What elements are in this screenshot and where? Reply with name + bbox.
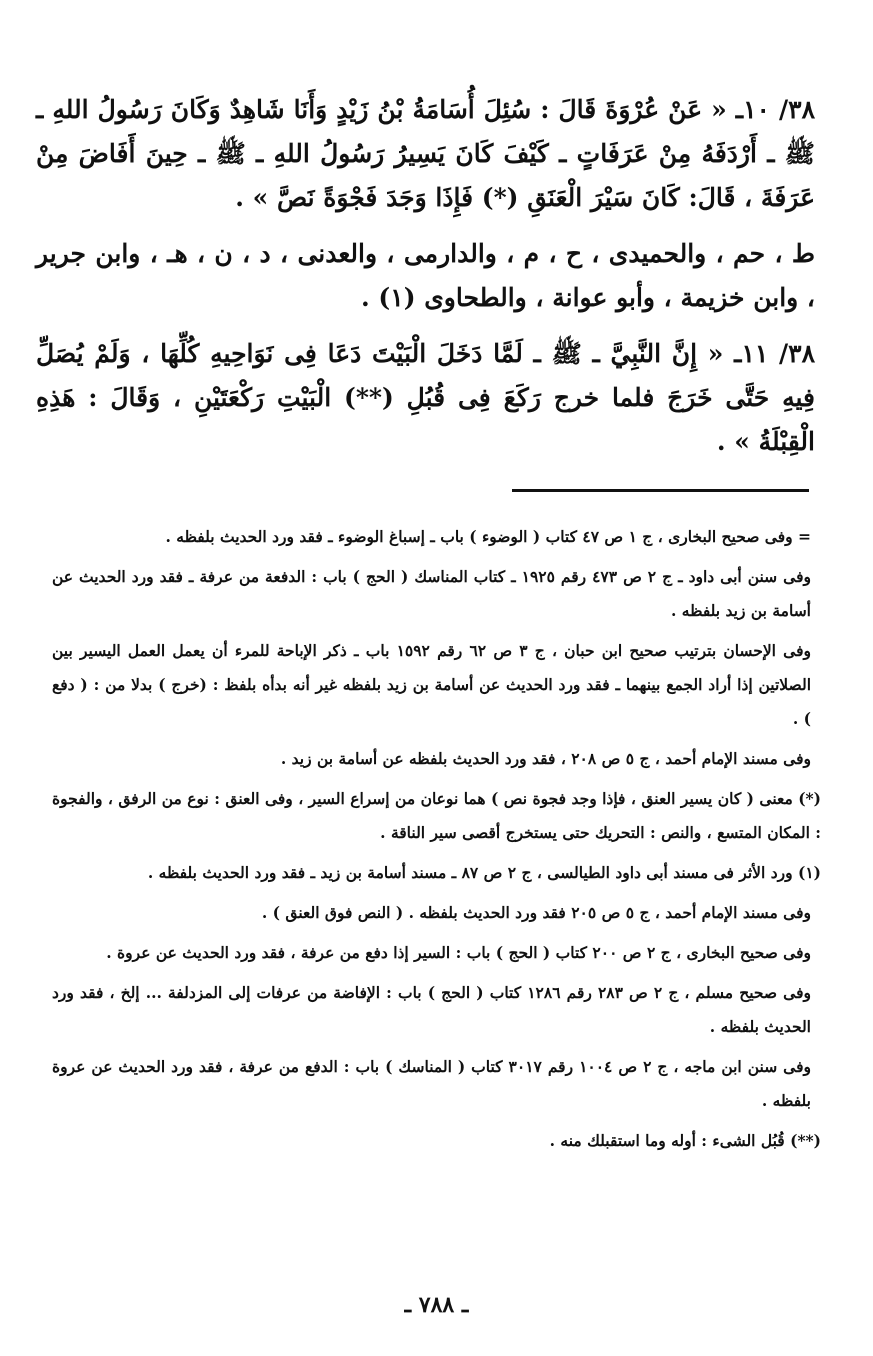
footnote-ahmad: وفى مسند الإمام أحمد ، ج ٥ ص ٢٠٨ ، فقد ورد الحديث بلفظه عن أسامة بن زيد . xyxy=(280,749,811,768)
main-text xyxy=(36,88,815,476)
footnote-1-muslim: وفى صحيح مسلم ، ج ٢ ص ٢٨٣ رقم ١٢٨٦ كتاب ( الحج ) باب : الإفاضة من عرفات إلى المزدلفة ... إلخ ، فقد ورد الحديث بلفظه . xyxy=(52,983,811,1036)
footnote-1-ahmad: وفى مسند الإمام أحمد ، ج ٥ ص ٢٠٥ فقد ورد الحديث بلفظه . ( النص فوق العنق ) . xyxy=(261,903,811,922)
footnote-ibn-hibban: وفى الإحسان بترتيب صحيح ابن حبان ، ج ٣ ص ٦٢ رقم ١٥٩٢ باب ـ ذكر الإباحة للمرء أن يعمل العمل اليسير بين الصلاتين إذا أراد الجمع بينهما ـ فقد ورد الحديث عن أسامة بن زيد بلفظه غير أنه بدأه بلفظ : (خرج ) بدلا من : ( دفع ) . xyxy=(52,641,811,728)
sources-paragraph: ط ، حم ، والحميدى ، ح ، م ، والدارمى ، والعدنى ، د ، ن ، هـ ، وابن جرير ، وابن خزيمة ، وأبو عوانة ، والطحاوى (١) . xyxy=(36,239,815,312)
footnote-continuation: = وفى صحيح البخارى ، ج ١ ص ٤٧ كتاب ( الوضوء ) باب ـ إسباغ الوضوء ـ فقد ورد الحديث بلفظه . xyxy=(165,527,811,546)
footnote-double-star: (**) قُبُل الشىء : أوله وما استقبلك منه . xyxy=(549,1131,821,1150)
footnote-1: (١) ورد الأثر فى مسند أبى داود الطيالسى ، ج ٢ ص ٨٧ ـ مسند أسامة بن زيد ـ فقد ورد الحديث بلفظه . xyxy=(147,863,821,882)
footnote-divider xyxy=(512,489,809,492)
hadith-10-paragraph: ٣٨/ ١٠ـ « عَنْ عُرْوَةَ قَالَ : سُئِلَ أُسَامَةُ بْنُ زَيْدٍ وَأَنَا شَاهِدٌ وَكَانَ رَسُولُ اللهِ ـ ﷺ ـ أَرْدَفَهُ مِنْ عَرَفَاتٍ ـ كَيْفَ كَانَ يَسِيرُ رَسُولُ اللهِ ـ ﷺ ـ حِينَ أَفَاضَ مِنْ عَرَفَةَ ، قَالَ: كَانَ سَيْرَ الْعَنَقِ (*) فَإِذَا وَجَدَ فَجْوَةً نَصَّ » . xyxy=(36,95,815,212)
footnote-abu-dawud: وفى سنن أبى داود ـ ج ٢ ص ٤٧٣ رقم ١٩٢٥ ـ كتاب المناسك ( الحج ) باب : الدفعة من عرفة ـ فقد ورد الحديث عن أسامة بن زيد بلفظه . xyxy=(52,567,811,620)
footnote-1-bukhari: وفى صحيح البخارى ، ج ٢ ص ٢٠٠ كتاب ( الحج ) باب : السير إذا دفع من عرفة ، فقد ورد الحديث عن عروة . xyxy=(106,943,811,962)
footnote-star: (*) معنى ( كان يسير العنق ، فإذا وجد فجوة نص ) هما نوعان من إسراع السير ، وفى العنق : نوع من الرفق ، والفجوة : المكان المتسع ، والنص : التحريك حتى يستخرج أقصى سير الناقة . xyxy=(52,789,821,842)
hadith-11-paragraph: ٣٨/ ١١ـ « إِنَّ النَّبِيَّ ـ ﷺ ـ لَمَّا دَخَلَ الْبَيْتَ دَعَا فِى نَوَاحِيهِ كُلِّهَا ، وَلَمْ يُصَلِّ فِيهِ حَتَّى خَرَجَ فلما خرج رَكَعَ فِى قُبُلِ (**) الْبَيْتِ رَكْعَتَيْنِ ، وَقَالَ : هَذِهِ الْقِبْلَةُ » . xyxy=(36,339,816,456)
page-number: ـ ٧٨٨ ـ xyxy=(404,1292,469,1318)
footnote-1-ibn-majah: وفى سنن ابن ماجه ، ج ٢ ص ١٠٠٤ رقم ٣٠١٧ كتاب ( المناسك ) باب : الدفع من عرفة ، فقد ورد الحديث عن عروة بلفظه . xyxy=(52,1057,811,1110)
footnotes xyxy=(52,520,821,1164)
